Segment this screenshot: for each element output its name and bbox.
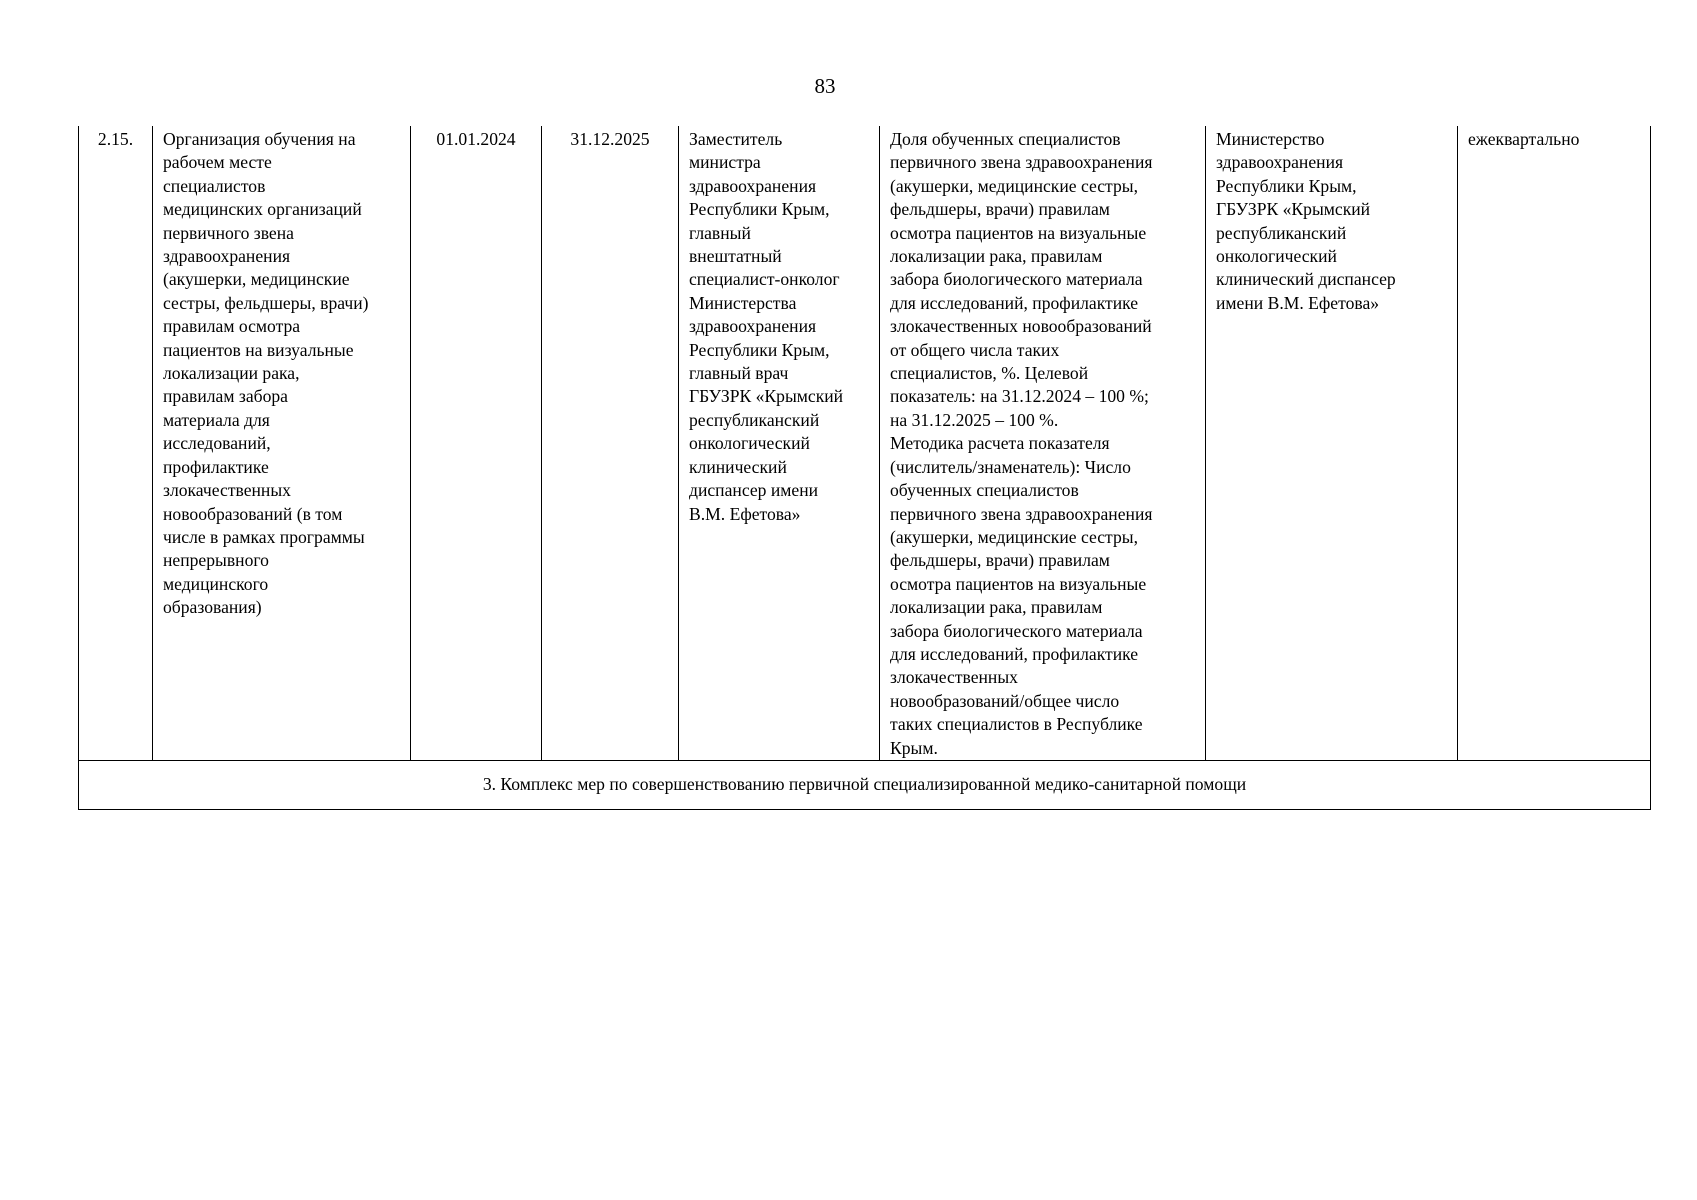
section-heading: 3. Комплекс мер по совершенствованию первичной специализированной медико-санитарной помощи [482, 774, 1247, 795]
text-line: Организация обучения на [163, 129, 356, 149]
start-date-cell [411, 126, 542, 760]
text-line: правилам осмотра [163, 316, 301, 337]
text-line: специалист-онколог [689, 269, 840, 290]
text-line: имени В.М. Ефетова» [1216, 292, 1380, 313]
text-line: непрерывного [163, 550, 269, 571]
text-line: здравоохранения [1216, 152, 1344, 173]
text-line: таких специалистов в Республике [890, 714, 1143, 735]
text-line: Заместитель [689, 129, 783, 149]
text-line: новообразований (в том [163, 503, 343, 524]
text-line: Крым. [890, 737, 938, 758]
executor-cell [1206, 126, 1458, 760]
text-line: сестры, фельдшеры, врачи) [163, 292, 369, 313]
text-line: показатель: на 31.12.2024 – 100 %; [890, 386, 1149, 407]
text-line: первичного звена здравоохранения [890, 152, 1153, 173]
text-line: онкологический [689, 433, 810, 454]
text-line: осмотра пациентов на визуальные [890, 573, 1147, 594]
responsible-cell [679, 126, 880, 760]
text-line: материала для [163, 409, 270, 430]
text-line: диспансер имени [689, 480, 819, 501]
row-number-cell [79, 126, 153, 760]
text-line: на 31.12.2025 – 100 %. [890, 409, 1059, 430]
measures-table [78, 126, 1651, 810]
text-line: медицинских организаций [163, 199, 362, 220]
text-line: числе в рамках программы [163, 526, 365, 547]
text-line: профилактике [163, 456, 269, 477]
text-line: образования) [163, 597, 262, 618]
text-line: В.М. Ефетова» [689, 503, 801, 524]
text-line: Министерство [1216, 129, 1325, 149]
text-line: специалистов [163, 175, 266, 196]
text-line: фельдшеры, врачи) правилам [890, 199, 1110, 220]
indicator-text [890, 128, 1197, 760]
text-line: первичного звена здравоохранения [890, 503, 1153, 524]
text-line: медицинского [163, 573, 269, 594]
text-line: ГБУЗРК «Крымский [689, 386, 844, 407]
text-line: фельдшеры, врачи) правилам [890, 550, 1110, 571]
text-line: здравоохранения [689, 316, 817, 337]
text-line: клинический [689, 456, 787, 477]
text-line: Республики Крым, [1216, 175, 1357, 196]
text-line: забора биологического материала [890, 620, 1143, 641]
text-line: Доля обученных специалистов [890, 129, 1121, 149]
indicator-cell [880, 126, 1206, 760]
section-heading-row [79, 760, 1651, 809]
text-line: Министерства [689, 292, 797, 313]
text-line: министра [689, 152, 761, 173]
end-date: 31.12.2025 [570, 129, 650, 149]
frequency-cell [1458, 126, 1651, 760]
text-line: главный врач [689, 363, 789, 384]
executor-text [1216, 128, 1449, 315]
text-line: (акушерки, медицинские сестры, [890, 526, 1138, 547]
text-line: Методика расчета показателя [890, 433, 1110, 454]
text-line: (акушерки, медицинские сестры, [890, 175, 1138, 196]
text-line: ГБУЗРК «Крымский [1216, 199, 1371, 220]
text-line: обученных специалистов [890, 480, 1079, 501]
text-line: специалистов, %. Целевой [890, 363, 1089, 384]
text-line: онкологический [1216, 246, 1337, 267]
activity-cell [153, 126, 411, 760]
activity-text [163, 128, 402, 620]
text-line: исследований, [163, 433, 271, 454]
text-line: республиканский [1216, 222, 1347, 243]
section-heading-cell [79, 760, 1651, 809]
text-line: (акушерки, медицинские [163, 269, 350, 290]
text-line: забора биологического материала [890, 269, 1143, 290]
text-line: для исследований, профилактике [890, 643, 1139, 664]
text-line: внештатный [689, 246, 782, 267]
end-date-cell [542, 126, 679, 760]
text-line: злокачественных новообразований [890, 316, 1152, 337]
text-line: осмотра пациентов на визуальные [890, 222, 1147, 243]
text-line: главный [689, 222, 751, 243]
responsible-text [689, 128, 871, 526]
text-line: правилам забора [163, 386, 288, 407]
text-line: для исследований, профилактике [890, 292, 1139, 313]
table-row [79, 126, 1651, 760]
text-line: злокачественных [163, 480, 291, 501]
text-line: здравоохранения [689, 175, 817, 196]
text-line: (числитель/знаменатель): Число [890, 456, 1131, 477]
text-line: здравоохранения [163, 246, 291, 267]
text-line: Республики Крым, [689, 199, 830, 220]
text-line: рабочем месте [163, 152, 272, 173]
text-line: республиканский [689, 409, 820, 430]
row-number: 2.15. [97, 129, 134, 149]
text-line: новообразований/общее число [890, 690, 1120, 711]
text-line: локализации рака, правилам [890, 246, 1103, 267]
text-line: локализации рака, [163, 363, 300, 384]
page-number: 83 [814, 74, 836, 98]
text-line: локализации рака, правилам [890, 597, 1103, 618]
text-line: злокачественных [890, 667, 1018, 688]
start-date: 01.01.2024 [436, 129, 516, 149]
text-line: клинический диспансер [1216, 269, 1396, 290]
text-line: первичного звена [163, 222, 294, 243]
text-line: от общего числа таких [890, 339, 1060, 360]
frequency: ежеквартально [1468, 129, 1580, 149]
text-line: пациентов на визуальные [163, 339, 354, 360]
text-line: Республики Крым, [689, 339, 830, 360]
